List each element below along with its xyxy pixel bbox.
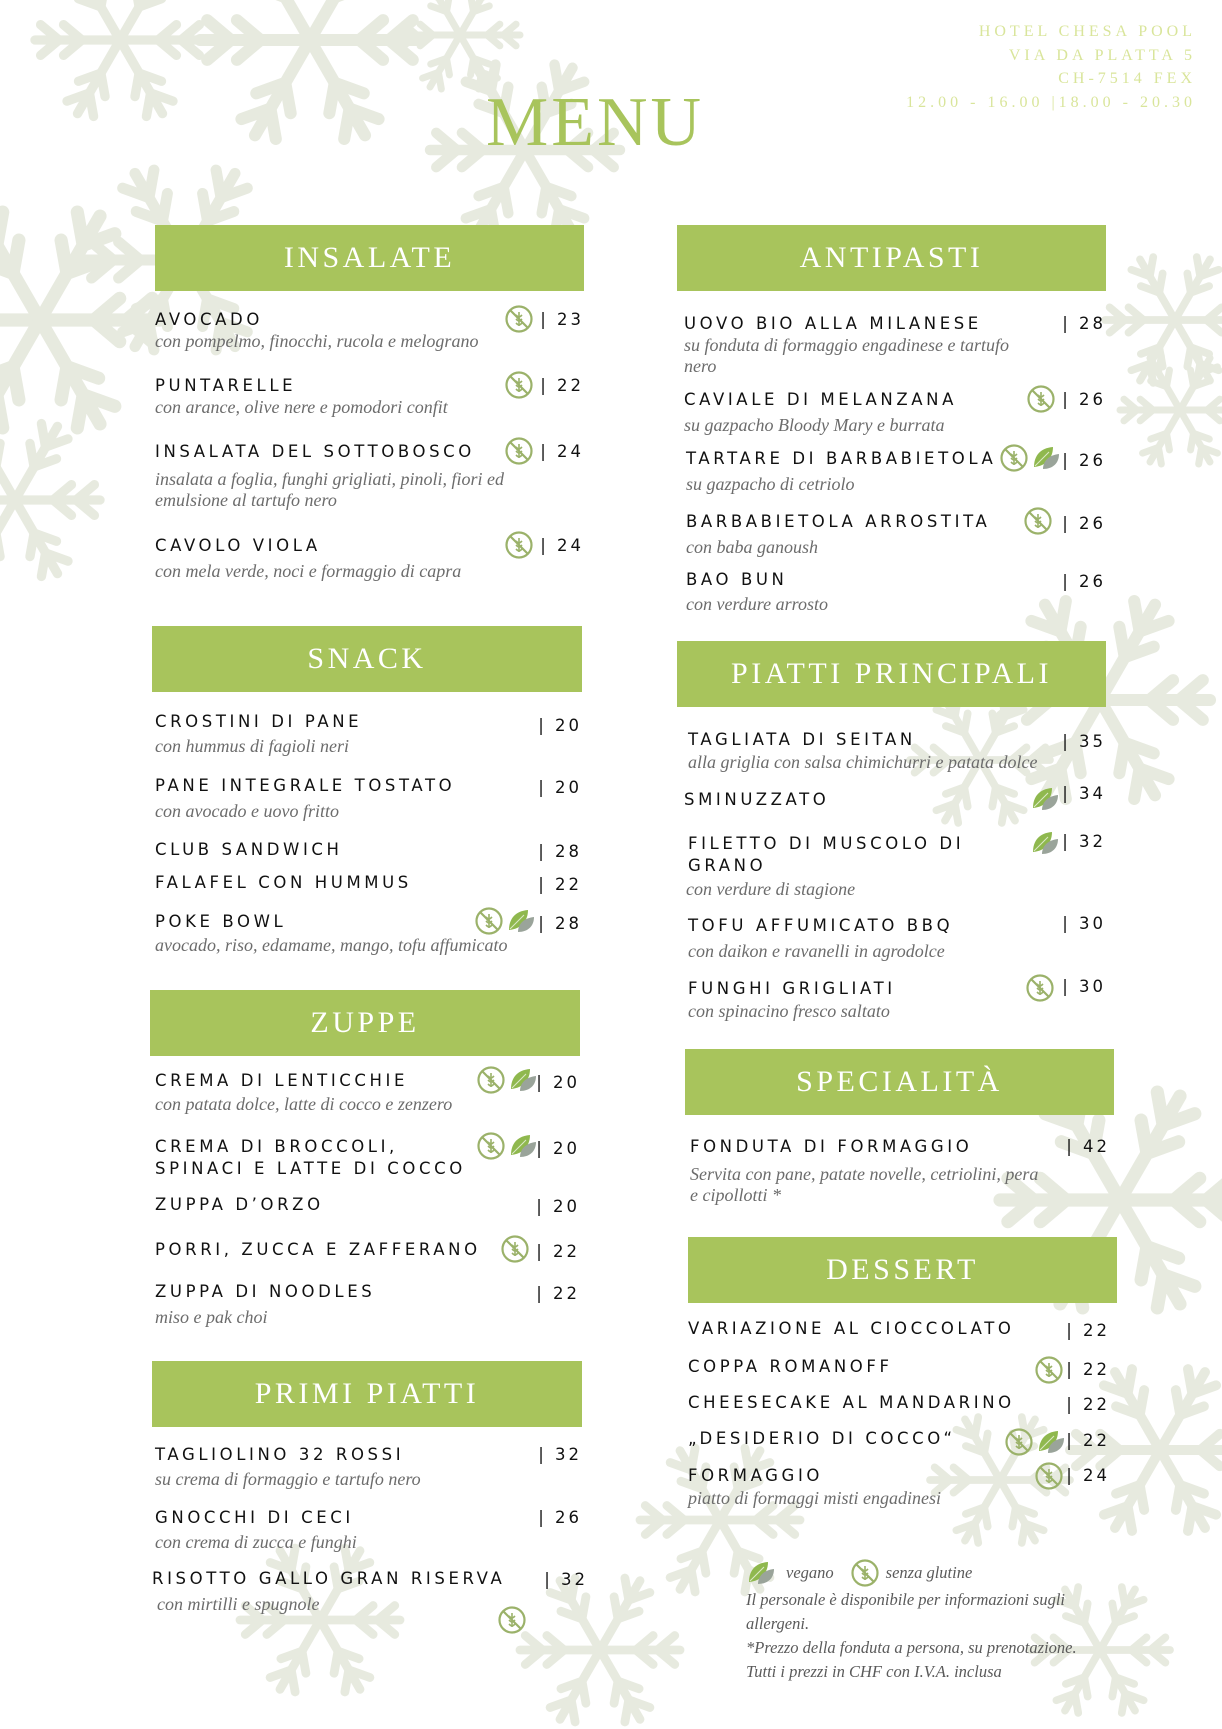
item-name: INSALATA DEL SOTTOBOSCO — [155, 442, 475, 461]
item-name: GNOCCHI DI CECI — [155, 1508, 354, 1527]
section-piatti-principali — [677, 641, 1106, 1021]
menu-item — [152, 711, 582, 756]
vegan-leaf-icon — [1030, 828, 1060, 858]
item-price: | 20 — [536, 1139, 580, 1158]
item-price: | 20 — [536, 1197, 580, 1216]
menu-item — [677, 313, 1106, 376]
item-price: | 22 — [540, 376, 584, 395]
item-name: BAO BUN — [686, 570, 788, 589]
item-price: | 24 — [540, 442, 584, 461]
section-banner: ZUPPE — [150, 990, 580, 1056]
item-price: | 20 — [538, 778, 582, 797]
section-snack — [152, 626, 582, 955]
item-name: CAVOLO VIOLA — [155, 536, 321, 555]
item-price: | 42 — [1066, 1137, 1110, 1156]
legend — [746, 1558, 1106, 1684]
item-name: CROSTINI DI PANE — [155, 712, 363, 731]
gluten-free-icon — [504, 436, 534, 466]
item-price: | 22 — [1066, 1321, 1110, 1340]
item-name: CAVIALE DI MELANZANA — [684, 390, 957, 409]
section-banner: PIATTI PRINCIPALI — [677, 641, 1106, 707]
menu-item — [150, 1281, 580, 1327]
item-description: con patata dolce, latte di cocco e zenzero — [155, 1094, 453, 1114]
menu-item — [155, 375, 584, 415]
menu-item — [152, 911, 582, 955]
item-description: con pompelmo, finocchi, rucola e melograno — [155, 331, 479, 351]
menu-item — [688, 1318, 1117, 1340]
item-name: FILETTO DI MUSCOLO DI GRANO — [688, 834, 965, 875]
item-description: con arance, olive nere e pomodori confit — [155, 397, 448, 417]
vegan-leaf-icon — [508, 1065, 538, 1095]
gluten-free-icon — [504, 304, 534, 334]
item-icons — [1004, 1427, 1066, 1457]
item-description: avocado, riso, edamame, mango, tofu affumicato — [155, 935, 508, 955]
menu-item — [685, 1136, 1114, 1206]
item-price: | 34 — [1062, 784, 1106, 803]
item-description: con avocado e uovo fritto — [155, 801, 339, 821]
section-banner: SPECIALITÀ — [685, 1049, 1114, 1115]
item-price: | 28 — [538, 842, 582, 861]
item-name: VARIAZIONE AL CIOCCOLATO — [688, 1319, 1015, 1338]
hotel-city: CH-7514 FEX — [1058, 70, 1196, 87]
legend-note-fondue-price: *Prezzo della fonduta a persona, su prenotazione. — [746, 1638, 1077, 1657]
menu-item — [677, 914, 1106, 961]
item-description: Servita con pane, patate novelle, cetriolini, pera e cipollotti * — [690, 1164, 1039, 1205]
menu-item — [677, 833, 1106, 903]
item-price: | 32 — [538, 1445, 582, 1464]
item-description: su gazpacho Bloody Mary e burrata — [684, 415, 945, 435]
section-banner: ANTIPASTI — [677, 225, 1106, 291]
gluten-free-icon — [1004, 1427, 1034, 1457]
item-price: | 20 — [538, 716, 582, 735]
item-price: | 22 — [1066, 1360, 1110, 1379]
item-icons — [1025, 973, 1055, 1003]
menu-item — [677, 729, 1106, 772]
section-dessert — [688, 1237, 1117, 1508]
gluten-free-icon — [999, 443, 1029, 473]
section-banner: INSALATE — [155, 225, 584, 291]
item-name: FUNGHI GRIGLIATI — [688, 979, 896, 998]
menu-item — [677, 389, 1106, 435]
item-name: CREMA DI LENTICCHIE — [155, 1071, 409, 1090]
item-description: con verdure di stagione — [686, 879, 856, 899]
menu-item — [155, 441, 584, 511]
item-description: con spinacino fresco saltato — [688, 1001, 890, 1021]
menu-item — [677, 511, 1106, 557]
menu-item — [152, 872, 582, 894]
item-description: con mela verde, noci e formaggio di capra — [155, 561, 462, 581]
legend-gluten-free-label: senza glutine — [885, 1563, 973, 1582]
item-icons — [504, 530, 534, 560]
item-name: COPPA ROMANOFF — [688, 1357, 893, 1376]
item-name: FONDUTA DI FORMAGGIO — [690, 1137, 973, 1156]
legend-note-prices-chf: Tutti i prezzi in CHF con I.V.A. inclusa — [746, 1662, 1002, 1681]
item-price: | 23 — [540, 310, 584, 329]
vegan-leaf-icon — [506, 906, 536, 936]
item-name: BARBABIETOLA ARROSTITA — [686, 512, 991, 531]
gluten-free-icon — [1034, 1355, 1064, 1385]
item-name: TAGLIATA DI SEITAN — [688, 730, 916, 749]
hotel-info — [906, 20, 1196, 114]
item-icons — [1030, 784, 1060, 814]
item-name: TARTARE DI BARBABIETOLA — [686, 449, 997, 468]
item-name: TAGLIOLINO 32 ROSSI — [155, 1445, 405, 1464]
item-icons — [999, 443, 1061, 473]
item-price: | 22 — [536, 1284, 580, 1303]
legend-vegan-label: vegano — [786, 1563, 834, 1582]
item-name: SMINUZZATO — [684, 790, 830, 809]
item-price: | 26 — [1062, 572, 1106, 591]
item-icons — [504, 370, 534, 400]
item-icons — [476, 1131, 538, 1161]
item-price: | 35 — [1062, 732, 1106, 751]
menu-item — [152, 1444, 582, 1489]
item-name: ZUPPA D’ORZO — [155, 1195, 324, 1214]
item-name: RISOTTO GALLO GRAN RISERVA — [152, 1569, 506, 1588]
section-primi-piatti — [152, 1361, 588, 1614]
item-price: | 30 — [1062, 977, 1106, 996]
gluten-free-icon — [1023, 506, 1053, 536]
opening-hours: 12.00 - 16.00 |18.00 - 20.30 — [906, 93, 1196, 111]
item-price: | 20 — [536, 1073, 580, 1092]
vegan-leaf-icon — [1030, 784, 1060, 814]
item-icons — [474, 906, 536, 936]
item-price: | 26 — [1062, 514, 1106, 533]
vegan-leaf-icon — [746, 1558, 776, 1588]
legend-icons-row — [746, 1558, 1106, 1588]
item-description: con baba ganoush — [686, 537, 818, 557]
menu-item — [152, 1568, 588, 1614]
menu-item — [155, 309, 584, 349]
item-icons — [504, 436, 534, 466]
item-icons — [504, 304, 534, 334]
item-name: CREMA DI BROCCOLI, SPINACI E LATTE DI COCCO — [155, 1137, 466, 1178]
menu-item — [150, 1239, 580, 1261]
section-antipasti — [677, 225, 1106, 614]
gluten-free-icon — [1026, 384, 1056, 414]
item-icons — [497, 1605, 527, 1635]
gluten-free-icon — [850, 1558, 880, 1588]
item-description: piatto di formaggi misti engadinesi — [688, 1488, 942, 1508]
item-price: | 22 — [1066, 1431, 1110, 1450]
menu-item — [150, 1070, 580, 1114]
item-price: | 22 — [536, 1242, 580, 1261]
item-description: su gazpacho di cetriolo — [686, 474, 855, 494]
menu-item — [152, 775, 582, 821]
item-description: con crema di zucca e funghi — [155, 1532, 357, 1552]
gluten-free-icon — [476, 1065, 506, 1095]
item-name: TOFU AFFUMICATO BBQ — [688, 916, 954, 935]
item-icons — [500, 1234, 530, 1264]
section-insalate — [155, 225, 584, 581]
item-price: | 32 — [544, 1570, 588, 1589]
menu-item — [688, 1392, 1117, 1414]
section-banner: DESSERT — [688, 1237, 1117, 1303]
menu-item — [150, 1194, 580, 1216]
item-price: | 30 — [1062, 914, 1106, 933]
menu-item — [155, 535, 584, 581]
section-zuppe — [150, 990, 580, 1327]
gluten-free-icon — [504, 370, 534, 400]
item-price: | 22 — [538, 875, 582, 894]
item-description: alla griglia con salsa chimichurri e patata dolce — [688, 752, 1038, 772]
item-description: con daikon e ravanelli in agrodolce — [688, 941, 945, 961]
vegan-leaf-icon — [508, 1131, 538, 1161]
item-icons — [1026, 384, 1056, 414]
item-icons — [1034, 1461, 1064, 1491]
item-price: | 26 — [1062, 390, 1106, 409]
item-price: | 22 — [1066, 1395, 1110, 1414]
item-price: | 26 — [538, 1508, 582, 1527]
item-name: PORRI, ZUCCA E ZAFFERANO — [155, 1240, 481, 1259]
item-name: FALAFEL CON HUMMUS — [155, 873, 412, 892]
menu-item — [677, 569, 1106, 614]
menu-item — [688, 1428, 1117, 1450]
item-name: PANE INTEGRALE TOSTATO — [155, 776, 456, 795]
menu-item — [150, 1136, 580, 1180]
item-name: UOVO BIO ALLA MILANESE — [684, 314, 982, 333]
item-name: CHEESECAKE AL MANDARINO — [688, 1393, 1015, 1412]
item-price: | 24 — [1066, 1466, 1110, 1485]
item-name: POKE BOWL — [155, 912, 287, 931]
vegan-leaf-icon — [1036, 1427, 1066, 1457]
gluten-free-icon — [500, 1234, 530, 1264]
item-description: con mirtilli e spugnole — [157, 1594, 320, 1614]
gluten-free-icon — [1025, 973, 1055, 1003]
menu-item — [688, 1356, 1117, 1378]
section-specialita — [685, 1049, 1114, 1205]
item-price: | 28 — [1062, 314, 1106, 333]
menu-item — [677, 448, 1106, 494]
item-name: „DESIDERIO DI COCCO“ — [688, 1429, 956, 1448]
item-name: FORMAGGIO — [688, 1466, 824, 1485]
item-icons — [1030, 828, 1060, 858]
item-price: | 24 — [540, 536, 584, 555]
menu-item — [677, 784, 1106, 819]
hotel-street: VIA DA PLATTA 5 — [1008, 46, 1196, 64]
item-description: con hummus di fagioli neri — [155, 736, 349, 756]
item-description: miso e pak choi — [155, 1307, 268, 1327]
vegan-leaf-icon — [1031, 443, 1061, 473]
item-price: | 26 — [1062, 451, 1106, 470]
item-name: ZUPPA DI NOODLES — [155, 1282, 376, 1301]
item-icons — [1034, 1355, 1064, 1385]
item-icons — [1023, 506, 1053, 536]
menu-title: MENU — [486, 84, 705, 161]
gluten-free-icon — [497, 1605, 527, 1635]
section-banner: SNACK — [152, 626, 582, 692]
hotel-name: HOTEL CHESA POOL — [978, 23, 1196, 40]
item-description: insalata a foglia, funghi grigliati, pinoli, fiori ed emulsione al tartufo nero — [155, 469, 505, 510]
gluten-free-icon — [474, 906, 504, 936]
item-icons — [476, 1065, 538, 1095]
menu-item — [152, 1507, 582, 1552]
item-description: su fonduta di formaggio engadinese e tartufo nero — [684, 335, 1009, 376]
menu-item — [688, 1465, 1117, 1508]
item-description: con verdure arrosto — [686, 594, 828, 614]
gluten-free-icon — [1034, 1461, 1064, 1491]
item-price: | 32 — [1062, 832, 1106, 851]
item-description: su crema di formaggio e tartufo nero — [155, 1469, 421, 1489]
item-price: | 28 — [538, 914, 582, 933]
item-name: CLUB SANDWICH — [155, 840, 343, 859]
gluten-free-icon — [504, 530, 534, 560]
item-name: PUNTARELLE — [155, 376, 297, 395]
item-name: AVOCADO — [155, 310, 263, 329]
section-banner: PRIMI PIATTI — [152, 1361, 582, 1427]
menu-item — [677, 977, 1106, 1021]
gluten-free-icon — [476, 1131, 506, 1161]
legend-note-allergens: Il personale è disponibile per informazioni sugli allergeni. — [746, 1590, 1065, 1633]
menu-item — [152, 839, 582, 861]
